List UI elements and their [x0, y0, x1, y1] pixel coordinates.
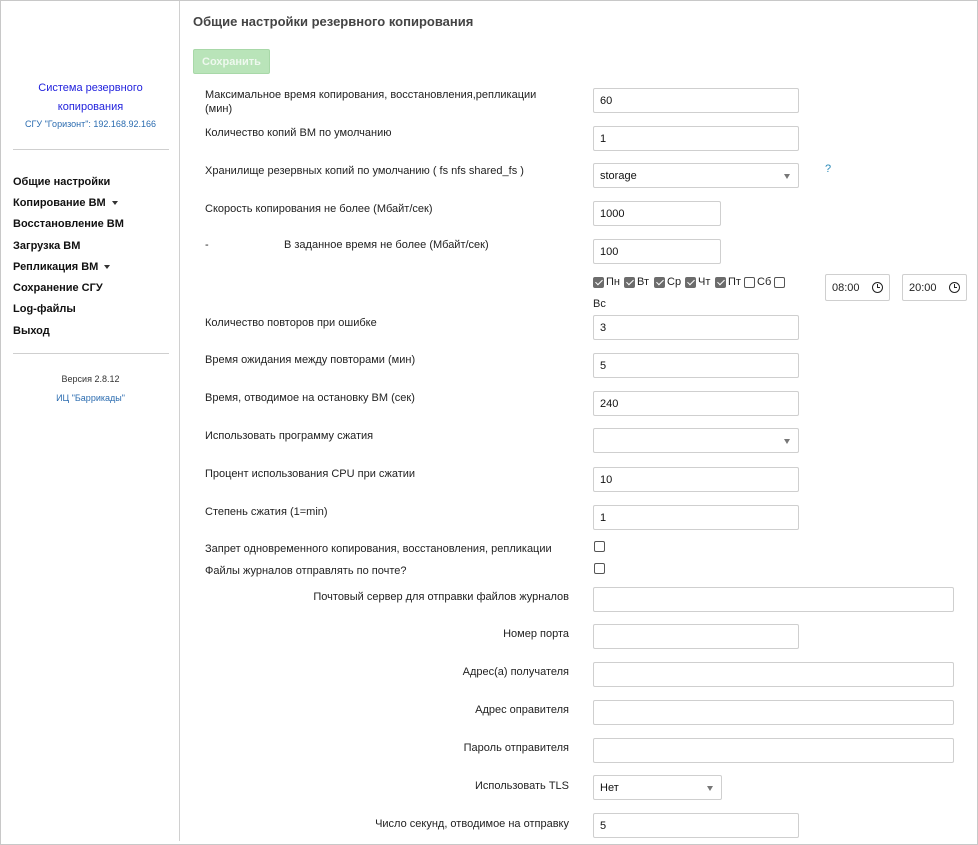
compress-select[interactable] — [593, 428, 799, 453]
sidebar-item-vm-upload[interactable] — [13, 235, 173, 256]
clock-icon[interactable] — [872, 282, 883, 293]
compress-label: Использовать программу сжатия — [205, 430, 374, 442]
sender-label: Адрес оправителя — [475, 704, 569, 716]
tls-select-value: Нет — [600, 781, 619, 794]
day-wed[interactable] — [654, 276, 681, 288]
sidebar-nav — [13, 171, 173, 341]
max-time-input[interactable]: 60 — [593, 88, 799, 113]
speed-label: Скорость копирования не более (Мбайт/сек) — [205, 203, 433, 215]
checkbox-sunday[interactable] — [774, 277, 785, 288]
sidebar-item-label: Репликация ВМ — [13, 260, 99, 273]
cpu-label: Процент использования CPU при сжатии — [205, 468, 416, 480]
sidebar-item-label: Загрузка ВМ — [13, 239, 81, 252]
tls-select[interactable] — [593, 775, 722, 800]
ratio-input[interactable]: 1 — [593, 505, 799, 530]
copies-input[interactable]: 1 — [593, 126, 799, 151]
day-sun[interactable] — [593, 298, 606, 310]
time-from-input[interactable] — [825, 274, 890, 301]
day-mon[interactable] — [593, 276, 620, 288]
sidebar-item-label: Восстановление ВМ — [13, 218, 124, 231]
sidebar-item-general-settings[interactable] — [13, 171, 173, 192]
send-timeout-label: Число секунд, отводимое на отправку — [375, 818, 569, 830]
day-label: Чт — [698, 276, 711, 288]
speed-input[interactable]: 1000 — [593, 201, 721, 226]
tls-label: Использовать TLS — [474, 780, 569, 792]
checkbox[interactable] — [593, 277, 604, 288]
dash-label: - — [205, 239, 209, 251]
send-timeout-input[interactable]: 5 — [593, 813, 799, 838]
retries-label: Количество повторов при ошибке — [205, 317, 377, 329]
day-fri[interactable] — [715, 276, 741, 288]
day-label: Вс — [593, 298, 606, 310]
checkbox[interactable] — [685, 277, 696, 288]
sidebar-item-label: Log-файлы — [13, 303, 76, 316]
main-content — [181, 0, 977, 845]
caret-down-icon — [104, 265, 110, 269]
max-time-label — [205, 88, 555, 116]
help-icon[interactable]: ? — [825, 163, 832, 175]
system-title-line1: Система резервного — [38, 82, 143, 94]
sender-input[interactable] — [593, 700, 954, 725]
sidebar-item-label: Выход — [13, 324, 50, 337]
sidebar-item-logout[interactable] — [13, 320, 173, 341]
version-label: Версия 2.8.12 — [61, 374, 120, 384]
checkbox[interactable] — [624, 277, 635, 288]
sidebar — [1, 1, 180, 841]
company-link[interactable]: ИЦ "Баррикады" — [56, 393, 125, 403]
sidebar-item-log-files[interactable] — [13, 299, 173, 320]
day-sat[interactable] — [744, 276, 787, 288]
copies-label: Количество копий ВМ по умолчанию — [205, 127, 392, 139]
cpu-input[interactable]: 10 — [593, 467, 799, 492]
caret-down-icon — [112, 201, 118, 205]
retry-wait-input[interactable]: 5 — [593, 353, 799, 378]
max-time-label-line1: Максимальное время копирования, восстановления,репликации — [205, 89, 537, 101]
dropdown-arrow-icon — [784, 439, 790, 444]
day-label: Ср — [667, 276, 682, 288]
page-title: Общие настройки резервного копирования — [193, 14, 474, 29]
system-title-line2: копирования — [57, 101, 124, 113]
smtp-label: Почтовый сервер для отправки файлов журналов — [313, 591, 569, 603]
retry-wait-label: Время ожидания между повторами (мин) — [205, 354, 416, 366]
sidebar-item-vm-replication[interactable] — [13, 256, 173, 277]
retries-input[interactable]: 3 — [593, 315, 799, 340]
day-tue[interactable] — [624, 276, 649, 288]
mail-logs-label: Файлы журналов отправлять по почте? — [205, 565, 407, 577]
sidebar-item-vm-restore[interactable] — [13, 214, 173, 235]
checkbox[interactable] — [654, 277, 665, 288]
storage-select[interactable] — [593, 163, 799, 188]
checkbox[interactable] — [744, 277, 755, 288]
port-input[interactable] — [593, 624, 799, 649]
time-from-value: 08:00 — [832, 281, 860, 294]
smtp-input[interactable] — [593, 587, 954, 612]
sidebar-item-label: Общие настройки — [13, 175, 111, 188]
day-thu[interactable] — [685, 276, 710, 288]
mail-logs-checkbox[interactable] — [594, 563, 605, 574]
sidebar-item-label: Копирование ВМ — [13, 196, 106, 209]
save-button[interactable]: Сохранить — [193, 49, 270, 74]
stop-time-input[interactable]: 240 — [593, 391, 799, 416]
sidebar-item-sgu-save[interactable] — [13, 277, 173, 298]
sidebar-item-vm-backup[interactable] — [13, 192, 173, 213]
day-label: Сб — [757, 276, 772, 288]
dropdown-arrow-icon — [707, 786, 713, 791]
simul-checkbox[interactable] — [594, 541, 605, 552]
port-label: Номер порта — [503, 628, 569, 640]
speed-window-input[interactable]: 100 — [593, 239, 721, 264]
sidebar-divider-bottom — [13, 353, 169, 354]
checkbox[interactable] — [715, 277, 726, 288]
ratio-label: Степень сжатия (1=min) — [205, 506, 328, 518]
recipient-input[interactable] — [593, 662, 954, 687]
day-label: Вт — [637, 276, 650, 288]
sidebar-divider-top — [13, 149, 169, 150]
storage-label: Хранилище резервных копий по умолчанию ( fs nfs shared_fs ) — [205, 165, 524, 177]
day-label: Пн — [606, 276, 620, 288]
recipient-label: Адрес(а) получателя — [462, 666, 569, 678]
storage-select-value: storage — [600, 169, 637, 182]
system-subtitle: СГУ "Горизонт": 192.168.92.166 — [25, 119, 156, 129]
day-label: Пт — [728, 276, 741, 288]
stop-time-label: Время, отводимое на остановку ВМ (сек) — [205, 392, 415, 404]
max-time-label-line2: (мин) — [205, 103, 233, 115]
system-title[interactable] — [1, 79, 180, 117]
sidebar-item-label: Сохранение СГУ — [13, 282, 103, 295]
time-to-input[interactable] — [902, 274, 967, 301]
password-input[interactable] — [593, 738, 954, 763]
clock-icon[interactable] — [949, 282, 960, 293]
simul-label: Запрет одновременного копирования, восстановления, репликации — [205, 543, 552, 555]
time-to-value: 20:00 — [909, 281, 937, 294]
password-label: Пароль отправителя — [463, 742, 569, 754]
speed-window-label: В заданное время не более (Мбайт/сек) — [284, 239, 489, 251]
dropdown-arrow-icon — [784, 174, 790, 179]
